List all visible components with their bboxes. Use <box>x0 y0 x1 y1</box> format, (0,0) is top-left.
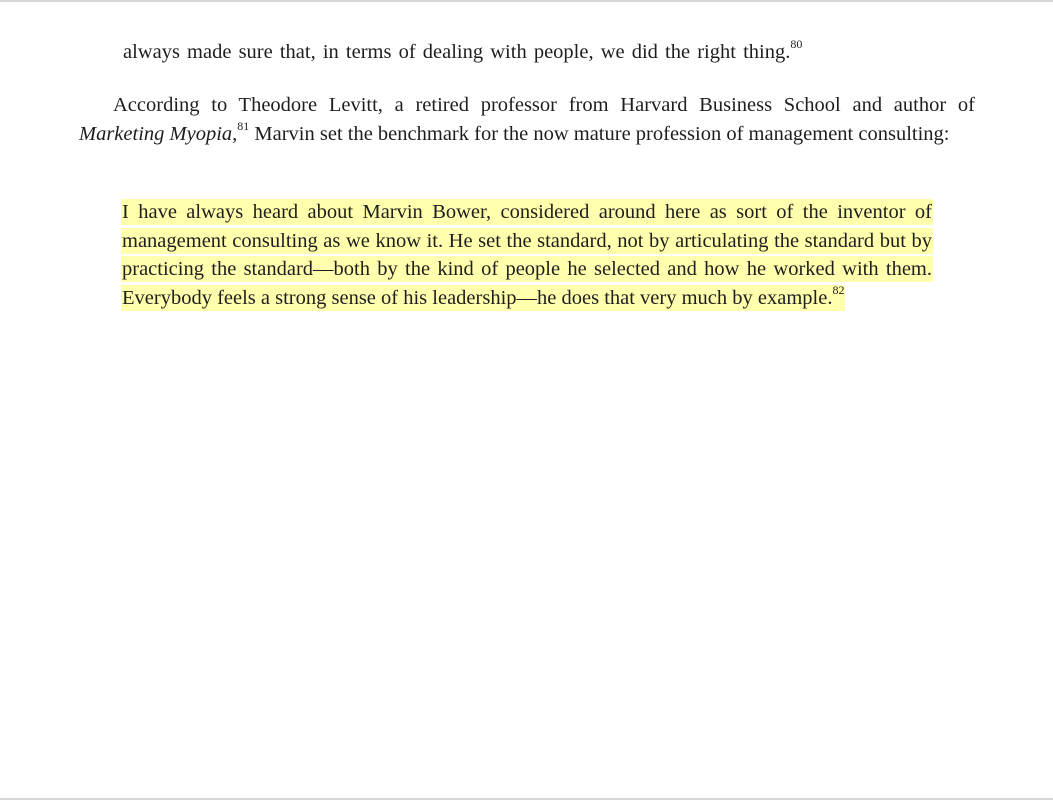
highlighted-quote[interactable] <box>121 199 933 311</box>
footnote-ref-82[interactable]: 82 <box>832 282 845 297</box>
paragraph-continuation <box>123 38 923 67</box>
paragraph-text: always made sure that, in terms of dealing with people, we did the right thing. <box>123 41 791 63</box>
footnote-ref-80[interactable]: 80 <box>790 37 803 52</box>
quote-text: I have always heard about Marvin Bower, considered around here as sort of the inventor of management consulting as we know it. He set the standard, not by articulating the standard but by practicing the standard—both by the kind of people he selected and how he worked with them. Everybody feels a strong sense of his leadership—he does that very much by example. <box>122 201 932 309</box>
block-quote <box>121 198 933 312</box>
paragraph-text: Marvin set the benchmark for the now mature profession of management consulting: <box>249 122 950 145</box>
book-title: Marketing Myopia, <box>79 122 238 145</box>
paragraph-text: According to Theodore Levitt, a retired professor from Harvard Business School and author of <box>113 94 975 116</box>
paragraph-levitt <box>79 91 975 148</box>
footnote-ref-81[interactable]: 81 <box>237 118 250 133</box>
